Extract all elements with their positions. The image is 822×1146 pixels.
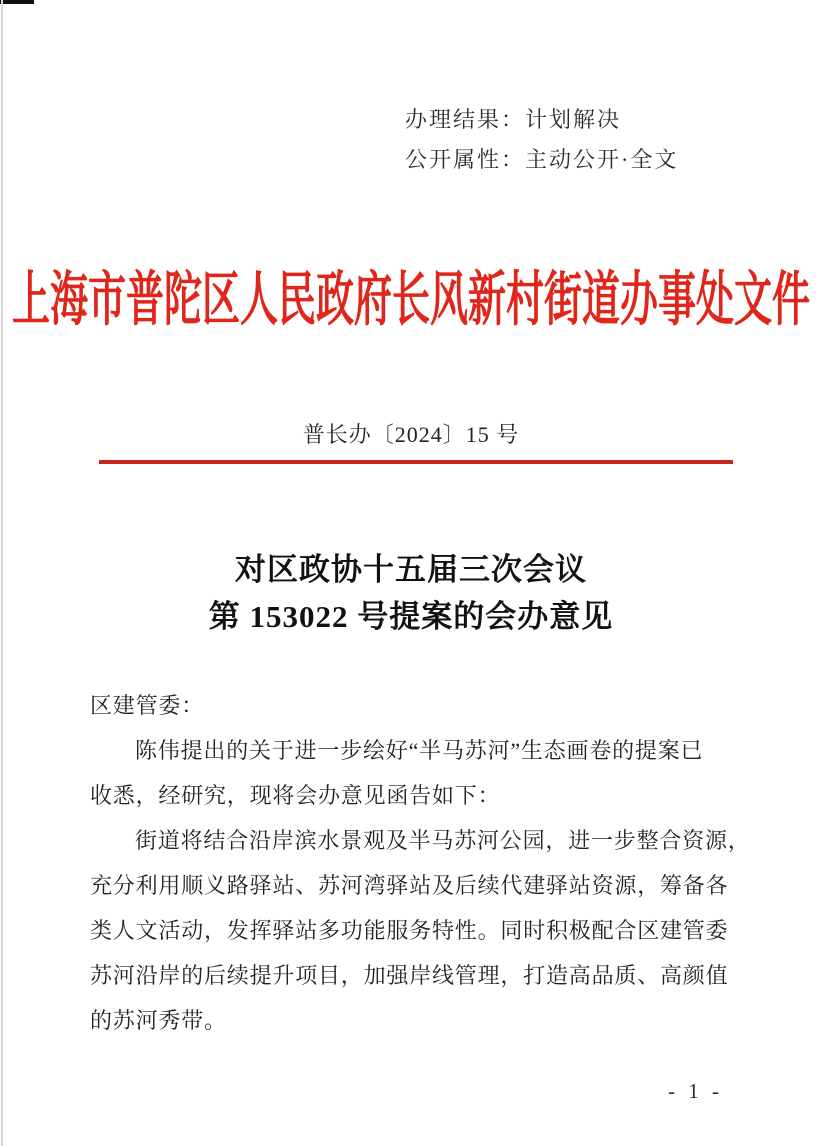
page-number: - 1 - [668,1079,723,1103]
body-line: 类人文活动，发挥驿站多功能服务特性。同时积极配合区建管委 [90,918,729,943]
document-title-line-2: 第 153022 号提案的会办意见 [208,599,614,634]
document-title [0,546,822,640]
disclosure-attribute-line: 公开属性：主动公开·全文 [405,147,679,172]
body-line: 苏河沿岸的后续提升项目，加强岸线管理，打造高品质、高颜值 [90,963,729,988]
processing-result-line: 办理结果：计划解决 [405,107,622,132]
salutation: 区建管委： [90,693,205,718]
scan-artifact-corner [0,0,34,4]
body-line: 充分利用顺义路驿站、苏河湾驿站及后续代建驿站资源，筹备各 [90,873,729,898]
body-line: 街道将结合沿岸滨水景观及半马苏河公园，进一步整合资源， [135,828,751,853]
masthead-title: 上海市普陀区人民政府长风新村街道办事处文件 [11,268,810,334]
body-text [90,683,751,1043]
body-line: 陈伟提出的关于进一步绘好“半马苏河”生态画卷的提案已 [135,738,704,763]
document-number: 普长办〔2024〕15 号 [302,422,520,447]
body-line: 的苏河秀带。 [90,1008,227,1033]
header-meta [405,100,678,180]
document-title-line-1: 对区政协十五届三次会议 [235,552,587,587]
red-divider-line [99,460,733,464]
body-line: 收悉，经研究，现将会办意见函告如下： [90,783,501,808]
